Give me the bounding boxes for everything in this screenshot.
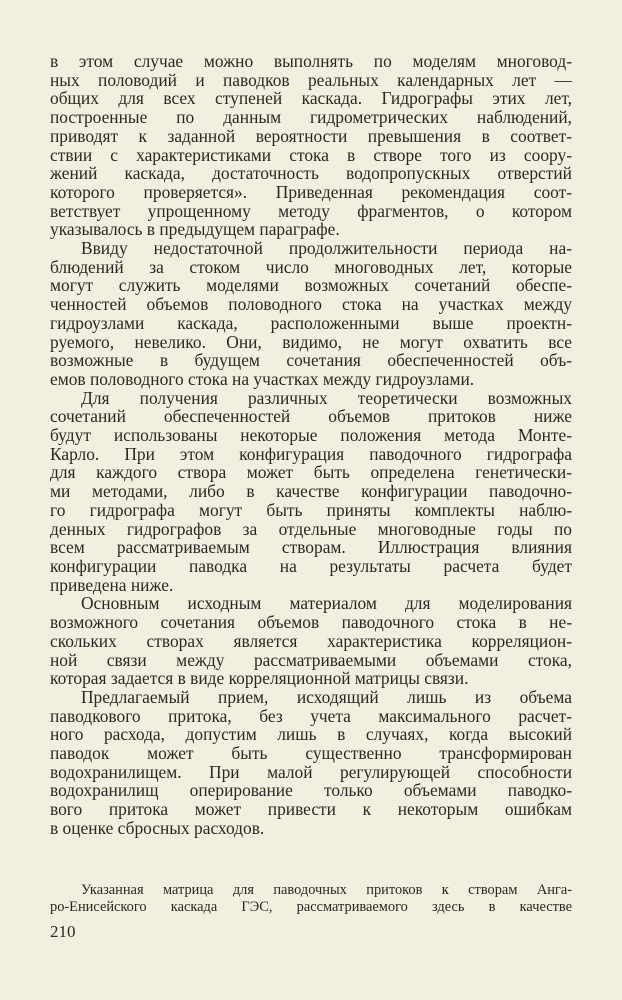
text-line: гидроузлами каскада, расположенными выше проектн- (50, 312, 572, 333)
text-line: для каждого створа может быть определена генетически- (50, 462, 572, 483)
text-line: могут служить моделями возможных сочетаний обеспе- (50, 275, 572, 296)
text-line: вого притока может привести к некоторым ошибкам (50, 799, 572, 820)
text-line: ных половодий и паводков реальных календарных лет — (50, 69, 572, 90)
text-line: жений каскада, достаточность водопропускных отверстий (50, 163, 572, 184)
paragraph-5 (50, 688, 572, 838)
text-line: сочетаний обеспеченностей объемов притоков ниже (50, 406, 572, 427)
text-line: возможного сочетания объемов паводочного стока в не- (50, 612, 572, 633)
text-line: емов половодного стока на участках между гидроузлами. (50, 368, 475, 389)
text-line: ченностей объемов половодного стока на участках между (50, 294, 572, 315)
paragraph-2 (50, 239, 572, 389)
paragraph-1 (50, 52, 572, 239)
text-line: приведена ниже. (50, 574, 174, 595)
text-line: приводят к заданной вероятности превышения в соответ- (50, 125, 572, 146)
footnote-line: ро-Енисейского каскада ГЭС, рассматриваемого здесь в качестве (50, 899, 572, 915)
text-line: которого проверяется». Приведенная рекомендация соот- (50, 181, 572, 202)
text-line: в этом случае можно выполнять по моделям многовод- (50, 51, 572, 71)
text-line: возможные в будущем сочетания обеспеченностей объ- (50, 350, 572, 371)
text-line: будут использованы некоторые положения метода Монте- (50, 425, 572, 446)
text-line: Предлагаемый прием, исходящий лишь из объема (81, 686, 572, 707)
text-line: водохранилищ оперирование только объемами паводко- (50, 780, 572, 801)
text-line: ного расхода, допустим лишь в случаях, когда высокий (50, 724, 572, 745)
text-line: денных гидрографов за отдельные многоводные годы по (50, 518, 572, 539)
text-line: Карло. При этом конфигурация паводочного гидрографа (50, 443, 572, 464)
text-line: указывалось в предыдущем параграфе. (50, 219, 340, 240)
text-line: паводкового притока, без учета максимального расчет- (50, 705, 572, 726)
footnote-line: Указанная матрица для паводочных притоков к створам Анга- (81, 882, 572, 898)
body-text (50, 52, 572, 838)
paragraph-3 (50, 389, 572, 595)
text-line: блюдений за стоком число многоводных лет, которые (50, 256, 572, 277)
text-line: общих для всех ступеней каскада. Гидрографы этих лет, (50, 88, 572, 109)
text-line: го гидрографа могут быть приняты комплекты наблю- (50, 499, 572, 520)
text-line: Ввиду недостаточной продолжительности периода на- (81, 238, 572, 259)
text-line: ми методами, либо в качестве конфигурации паводочно- (50, 481, 572, 502)
text-line: руемого, невелико. Они, видимо, не могут охватить все (50, 331, 572, 352)
text-line: водохранилищем. При малой регулирующей способности (50, 761, 572, 782)
footnote (50, 882, 572, 916)
text-line: конфигурации паводка на результаты расчета будет (50, 555, 572, 576)
page-number: 210 (50, 922, 76, 941)
text-line: в оценке сбросных расходов. (50, 817, 265, 838)
text-line: построенные по данным гидрометрических наблюдений, (50, 107, 572, 128)
text-line: паводок может быть существенно трансформирован (50, 743, 572, 764)
text-line: ствии с характеристиками стока в створе того из соору- (50, 144, 572, 165)
paragraph-4 (50, 594, 572, 688)
text-line: ной связи между рассматриваемыми объемами стока, (50, 649, 572, 670)
text-line: которая задается в виде корреляционной матрицы связи. (50, 668, 469, 689)
text-line: Основным исходным материалом для моделирования (81, 593, 572, 614)
text-line: всем рассматриваемым створам. Иллюстрация влияния (50, 537, 572, 558)
text-line: ветствует упрощенному методу фрагментов, о котором (50, 200, 572, 221)
text-line: Для получения различных теоретически возможных (81, 387, 572, 408)
text-line: скольких створах является характеристика корреляцион- (50, 630, 572, 651)
